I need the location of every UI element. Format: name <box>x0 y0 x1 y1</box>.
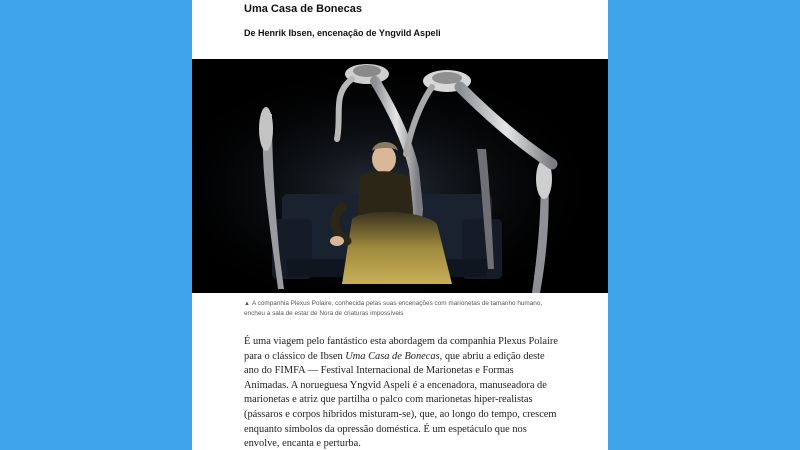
photo-caption-text: A companhia Plexus Polaire, conhecida pelas suas encenações com marionetas de tamanho humano, encheu a sala de estar de Nora de criaturas impossíveis <box>244 300 543 317</box>
body-text-part1: É uma viagem pelo fantástico esta abordagem da companhia Plexus Polaire para o clássico de Ibsen <box>244 336 558 362</box>
article-byline: De Henrik Ibsen, encenação de Yngvild Aspeli <box>244 28 441 38</box>
article-page <box>192 0 608 450</box>
article-title: Uma Casa de Bonecas <box>244 3 362 15</box>
triangle-up-icon: ▲ <box>244 301 250 307</box>
stage-photo-illustration <box>192 59 608 293</box>
body-play-title: Uma Casa de Bonecas <box>345 350 440 362</box>
photo-caption <box>244 299 556 318</box>
body-text-part2: , que abriu a edição deste ano do FIMFA — Festival Internacional de Marionetas e Formas Animadas. A norueguesa Yngvid Aspeli é a encenadora, manuseadora de marionetas e atriz que partilha o palco com marionetas hiper-realistas (pássaros e corpos híbridos misturam-se), que, ao longo do tempo, crescem enquanto símbolos da opressão doméstica. É um espetáculo que nos envolve, encanta e perturba. <box>244 350 557 450</box>
article-photo <box>192 59 608 293</box>
article-body <box>244 335 560 450</box>
